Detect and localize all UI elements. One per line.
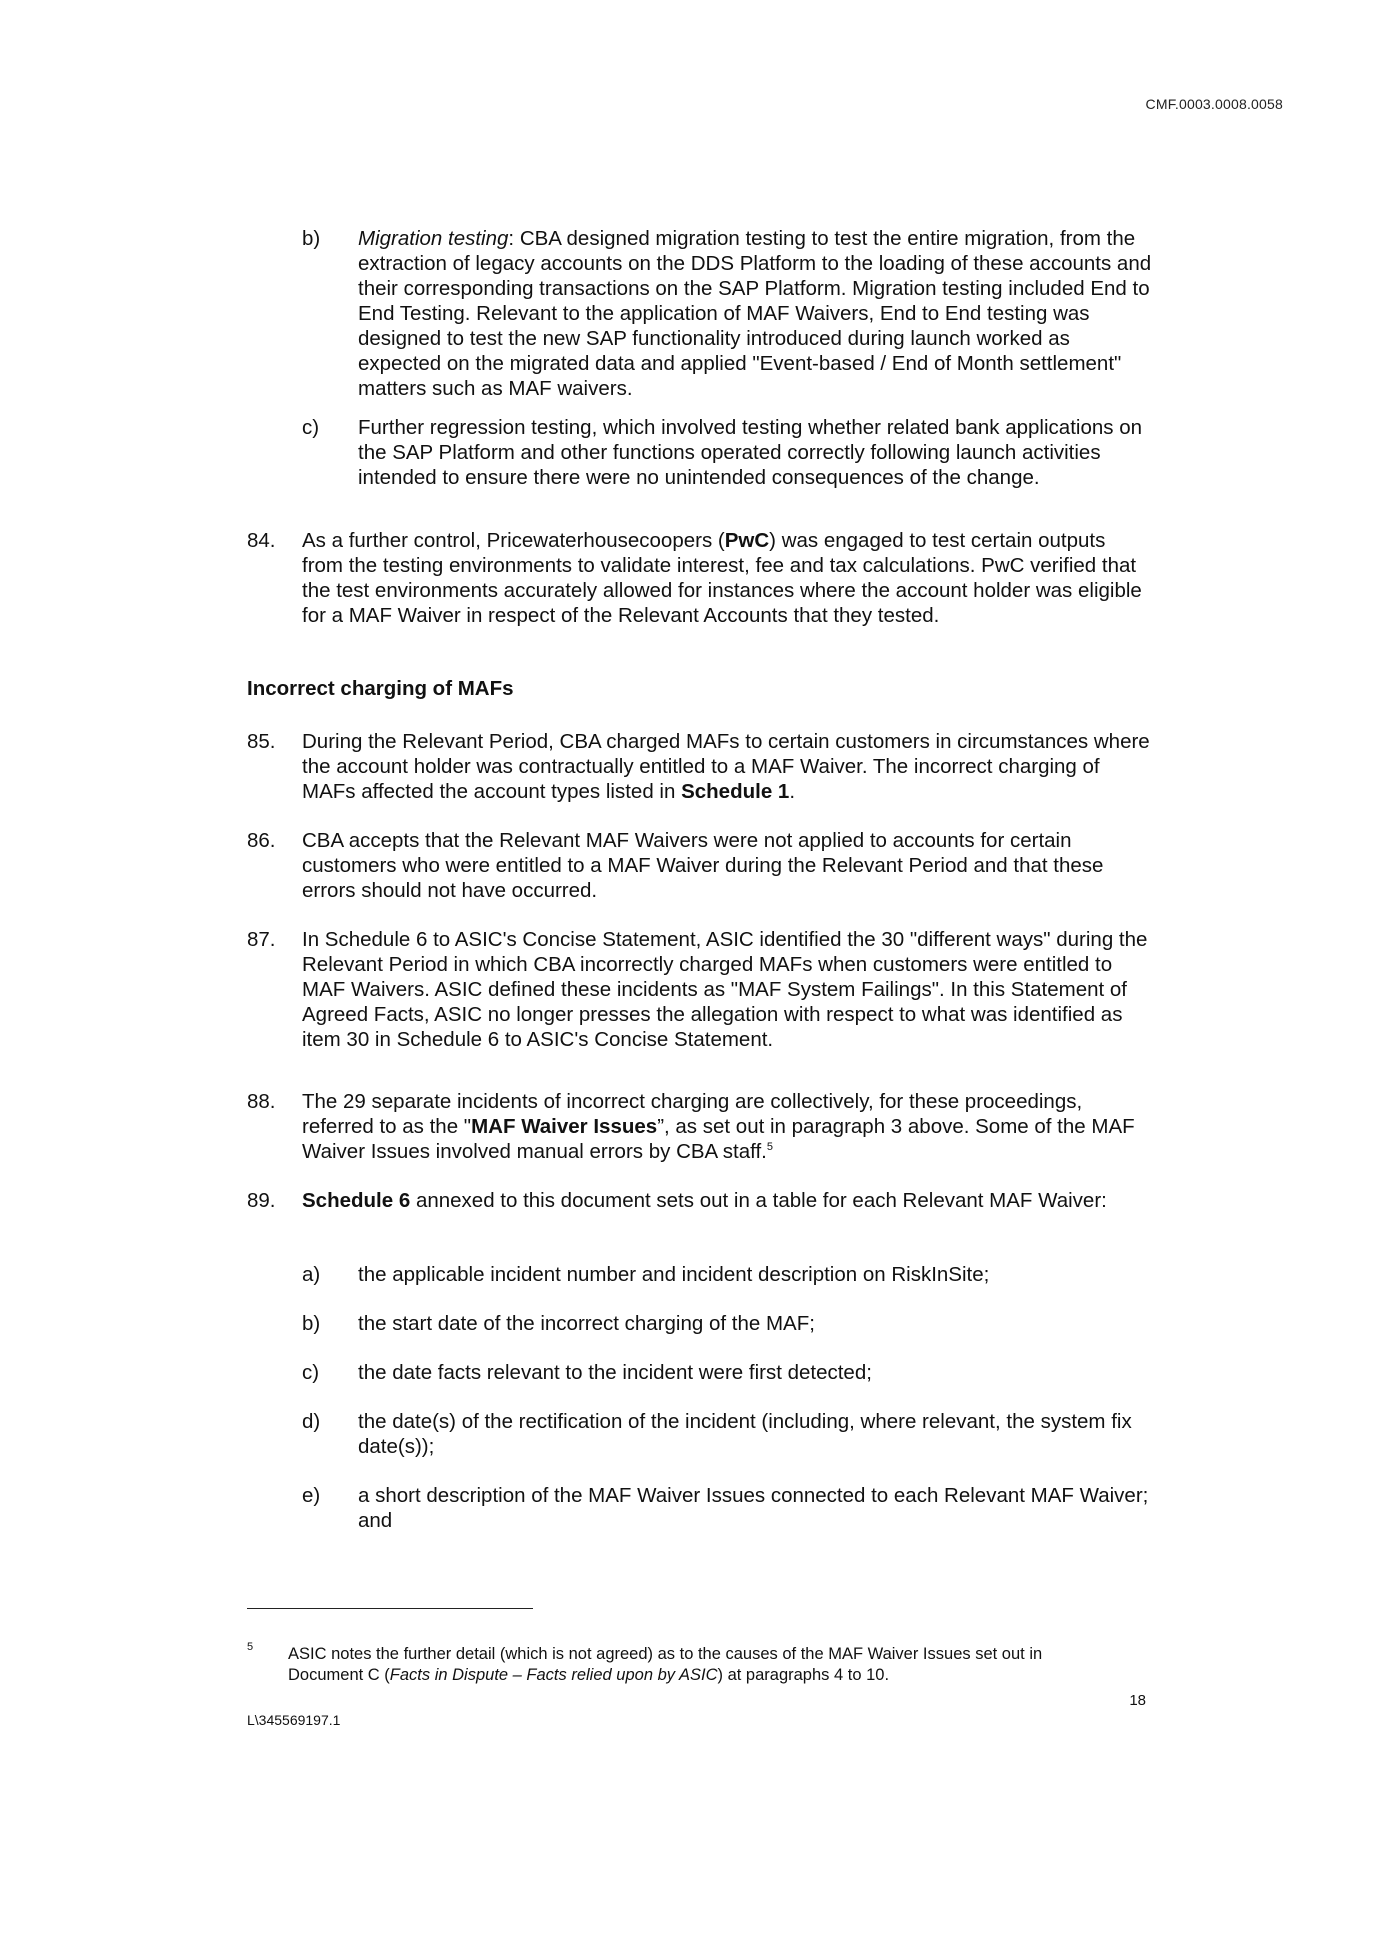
- paragraph-body: annexed to this document sets out in a table for each Relevant MAF Waiver:: [410, 1189, 1107, 1212]
- paragraph-body: ) was engaged to test certain outputs from the testing environments to validate interest, fee and tax calculations. PwC verified that the test environments accurately allowed for instances where the account holder was eligible for a MAF Waiver in respect of the Relevant Accounts that they tested.: [302, 529, 1142, 627]
- paragraph-text: [302, 729, 1152, 804]
- paragraph-number: 89.: [247, 1189, 276, 1212]
- footnote-divider: [247, 1608, 533, 1609]
- footnote-text: [288, 1644, 1088, 1686]
- subparagraph-letter: c): [302, 416, 320, 439]
- document-title: Facts in Dispute – Facts relied upon by ASIC: [389, 1666, 718, 1684]
- paragraph-text: [302, 528, 1152, 628]
- footnote-number: 5: [247, 1641, 254, 1653]
- paragraph-body: .: [789, 780, 796, 803]
- paragraph-number: 87.: [247, 928, 276, 951]
- paragraph-body: During the Relevant Period, CBA charged MAFs to certain customers in circumstances where the account holder was contractually entitled to a MAF Waiver. The incorrect charging of MAFs affected the account types listed in: [302, 730, 1150, 803]
- list-item-letter: e): [302, 1484, 321, 1507]
- defined-term: Migration testing: [358, 227, 509, 250]
- schedule-reference: Schedule 6: [302, 1189, 411, 1212]
- page-number: 18: [1129, 1692, 1146, 1709]
- list-item-text: a short description of the MAF Waiver Issues connected to each Relevant MAF Waiver; and: [358, 1484, 1149, 1532]
- footnote-reference[interactable]: 5: [766, 1141, 773, 1154]
- paragraph-number: 86.: [247, 829, 276, 852]
- paragraph-body: ”, as set out in paragraph 3 above. Some of the MAF Waiver Issues involved manual errors by CBA staff.: [302, 1115, 1135, 1163]
- defined-term: MAF Waiver Issues: [471, 1115, 658, 1138]
- list-item-letter: b): [302, 1312, 321, 1335]
- subparagraph-text: [358, 226, 1158, 401]
- paragraph-number: 85.: [247, 730, 276, 753]
- schedule-reference: Schedule 1: [681, 780, 790, 803]
- list-item-text: the date facts relevant to the incident were first detected;: [358, 1361, 872, 1384]
- paragraph-body: As a further control, Pricewaterhousecoopers (: [302, 529, 725, 552]
- document-reference: CMF.0003.0008.0058: [1145, 96, 1283, 112]
- footnote-body: ASIC notes the further detail (which is not agreed) as to the causes of the MAF Waiver Issues set out in Document C (: [288, 1645, 1043, 1684]
- list-item-text: the start date of the incorrect charging of the MAF;: [358, 1312, 815, 1335]
- paragraph-text: [302, 1188, 1152, 1213]
- subparagraph-letter: b): [302, 227, 321, 250]
- subparagraph-body: : CBA designed migration testing to test the entire migration, from the extraction of legacy accounts on the DDS Platform to the loading of these accounts and their corresponding transactions on the SAP Platform. Migration testing included End to End Testing. Relevant to the application of MAF Waivers, End to End testing was designed to test the new SAP functionality introduced during launch worked as expected on the migrated data and applied "Event-based / End of Month settlement" matters such as MAF waivers.: [358, 227, 1152, 400]
- list-item-letter: c): [302, 1361, 320, 1384]
- document-id: L\345569197.1: [247, 1712, 341, 1728]
- subparagraph-text: Further regression testing, which involved testing whether related bank applications on the SAP Platform and other functions operated correctly following launch activities intended to ensure there were no unintended consequences of the change.: [358, 416, 1142, 489]
- list-item-letter: d): [302, 1410, 321, 1433]
- list-item-text: the applicable incident number and incident description on RiskInSite;: [358, 1263, 990, 1286]
- defined-term: PwC: [724, 529, 770, 552]
- paragraph-number: 88.: [247, 1090, 276, 1113]
- section-heading: Incorrect charging of MAFs: [247, 677, 514, 700]
- list-item-text: the date(s) of the rectification of the incident (including, where relevant, the system fix date(s));: [358, 1410, 1132, 1458]
- footnote-body: ) at paragraphs 4 to 10.: [717, 1666, 890, 1684]
- paragraph-text: In Schedule 6 to ASIC's Concise Statement, ASIC identified the 30 "different ways" during the Relevant Period in which CBA incorrectly charged MAFs when customers were entitled to MAF Waivers. ASIC defined these incidents as "MAF System Failings". In this Statement of Agreed Facts, ASIC no longer presses the allegation with respect to what was identified as item 30 in Schedule 6 to ASIC's Concise Statement.: [302, 928, 1148, 1051]
- list-item-letter: a): [302, 1263, 321, 1286]
- paragraph-text: [302, 1089, 1152, 1164]
- paragraph-body: The 29 separate incidents of incorrect charging are collectively, for these proceedings, referred to as the ": [302, 1090, 1083, 1138]
- paragraph-text: CBA accepts that the Relevant MAF Waivers were not applied to accounts for certain customers who were entitled to a MAF Waiver during the Relevant Period and that these errors should not have occurred.: [302, 829, 1104, 902]
- paragraph-number: 84.: [247, 529, 276, 552]
